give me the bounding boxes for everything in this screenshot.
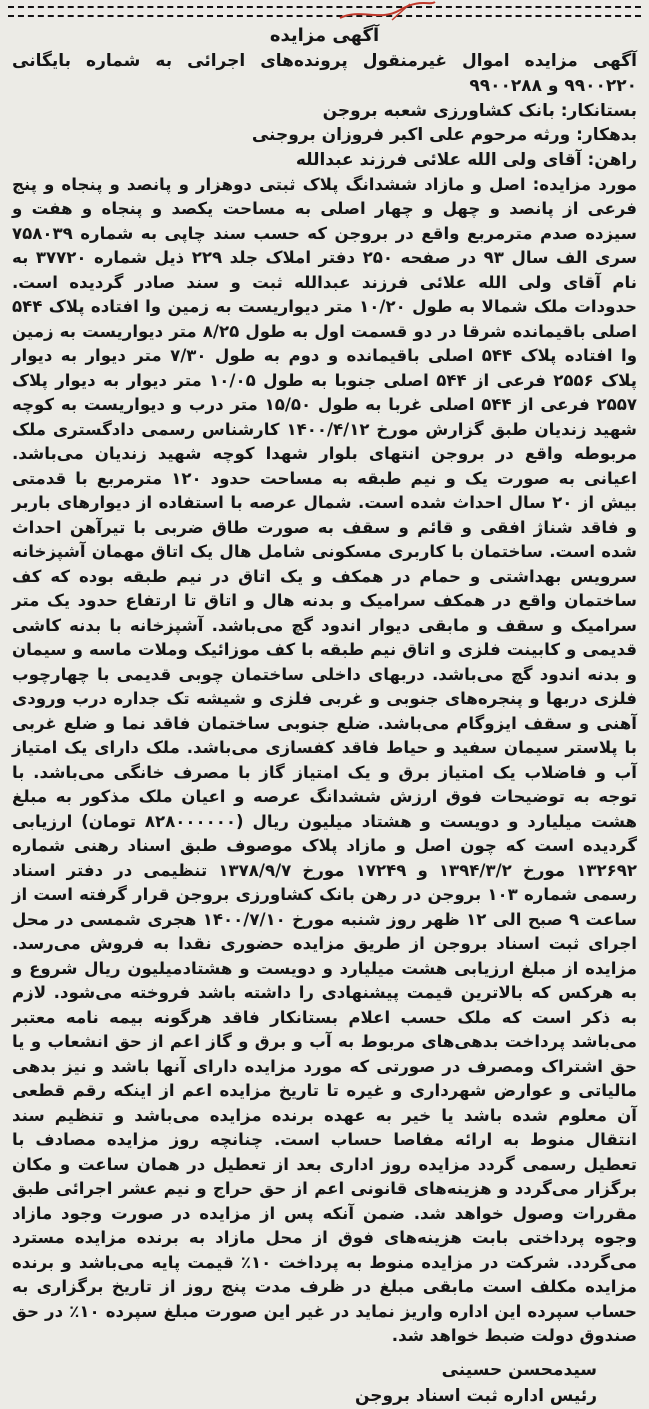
notice-body: مورد مزایده: اصل و مازاد ششدانگ پلاک ثبتی دوهزار و پانصد و پنجاه و پنج فرعی از پانصد و چهل و چهار اصلی به مساحت یکصد و پنجاه و هفت و سیزده صدم مترمربع واقع در بروجن که حسب سند چاپی به شماره ۷۵۸۰۳۹ سری الف سال ۹۳ در صفحه ۲۵۰ دفتر املاک جلد ۲۲۹ ذیل شماره ۳۷۷۲۰ به نام آقای ولی الله علائی فرزند عبدالله ثبت و سند صادر گردیده است. حدودات ملک شمالا به طول ۱۰/۲۰ متر دیواریست به زمین وا افتاده پلاک ۵۴۴ اصلی باقیمانده شرقا در دو قسمت اول به طول ۸/۲۵ متر دیواریست به زمین وا افتاده پلاک ۵۴۴ اصلی باقیمانده و دوم به طول ۷/۳۰ متر دیوار به دیوار پلاک ۲۵۵۶ فرعی از ۵۴۴ اصلی جنوبا به طول ۱۰/۰۵ متر دیوار به دیوار پلاک ۲۵۵۷ فرعی از ۵۴۴ اصلی غربا به طول ۱۵/۵۰ متر درب و دیواریست به کوچه شهید زندیان طبق گزارش مورخ ۱۴۰۰/۴/۱۲ کارشناس رسمی دادگستری ملک مربوطه واقع در بروجن انتهای بلوار شهدا کوچه شهید زندیان می‌باشد. اعیانی به صورت یک و نیم طبقه به مساحت حدود ۱۲۰ مترمربع با قدمتی بیش از ۲۰ سال احداث شده است. شمال عرصه با استفاده از دیوارهای باربر و فاقد شناژ افقی و قائم و سقف به صورت طاق ضربی با تیرآهن احداث شده است. ساختمان با کاربری مسکونی شامل هال یک اتاق مهمان آشپزخانه سرویس بهداشتی و حمام در همکف و یک اتاق در نیم طبقه بوده که کف ساختمان واقع در همکف سرامیک و بدنه هال و اتاق تا ارتفاع حدود یک متر سرامیک و سقف و مابقی دیوار اندود گچ می‌باشد. آشپزخانه با بدنه کاشی قدیمی و کابینت فلزی و اتاق نیم طبقه با کف موزائیک وملات ماسه و سیمان و بدنه اندود گچ می‌باشد. دربهای داخلی ساختمان چوبی قدیمی با چهارچوب فلزی دربها و پنجره‌های جنوبی و غربی فلزی و شیشه تک جداره درب ورودی آهنی و سقف ایزوگام می‌باشد. ضلع جنوبی ساختمان فاقد نما و ضلع غربی با پلاستر سیمان سفید و حیاط فاقد کفسازی می‌باشد. ملک دارای یک امتیاز آب و فاضلاب یک امتیاز برق و یک امتیاز گاز با مصرف خانگی می‌باشد. با توجه به توضیحات فوق ارزش ششدانگ عرصه و اعیان ملک مذکور به مبلغ هشت میلیارد و دویست و هشتاد میلیون ریال (۸۲۸۰۰۰۰۰۰ تومان) ارزیابی گردیده است که چون اصل و مازاد پلاک موصوف طبق اسناد رهنی شماره ۱۳۲۶۹۲ مورخ ۱۳۹۴/۳/۲ و ۱۷۲۴۹ مورخ ۱۳۷۸/۹/۷ تنظیمی در دفتر اسناد رسمی شماره ۱۰۳ بروجن در رهن بانک کشاورزی بروجن قرار گرفته است از ساعت ۹ صبح الی ۱۲ ظهر روز شنبه مورخ ۱۴۰۰/۷/۱۰ هجری شمسی در محل اجرای ثبت اسناد بروجن از طریق مزایده حضوری نقدا به فروش می‌رسد. مزایده از مبلغ ارزیابی هشت میلیارد و دویست و هشتادمیلیون ریال شروع و به هرکس که بالاترین قیمت پیشنهادی را داشته باشد فروخته می‌شود. لازم به ذکر است که ملک حسب اعلام بستانکار فاقد هرگونه بیمه نامه معتبر می‌باشد پرداخت بدهی‌های مربوط به آب و برق و گاز اعم از حق انشعاب و یا حق اشتراک ومصرف در صورتی که مورد مزایده دارای آنها باشد و نیز بدهی مالیاتی و عوارض شهرداری و غیره تا تاریخ مزایده اعم از اینکه رقم قطعی آن معلوم شده باشد یا خیر به عهده برنده مزایده می‌باشد و تنظیم سند انتقال منوط به ارائه مفاصا حساب است. چنانچه روز مزایده مصادف با تعطیل رسمی گردد مزایده روز اداری بعد از تعطیل در همان ساعت و مکان برگزار می‌گردد و هزینه‌های قانونی اعم از حق حراج و نیم عشر اجرائی طبق مقررات وصول خواهد شد. ضمن آنکه پس از مزایده در صورت وجود مازاد وجوه پرداختی بابت هزینه‌های فوق از محل مازاد به برنده مزایده مسترد می‌گردد. شرکت در مزایده منوط به پرداخت ۱۰٪ قیمت پایه می‌باشد و برنده مزایده مکلف است مابقی مبلغ در ظرف مدت پنج روز از تاریخ برگزاری به حساب سپرده این اداره واریز نماید در غیر این صورت مبلغ سپرده ۱۰٪ در حق صندوق دولت ضبط خواهد شد. bbox=[12, 174, 638, 1346]
handwritten-mark bbox=[330, 0, 440, 24]
signature-block bbox=[12, 1357, 637, 1409]
signatory-title: رئیس اداره ثبت اسناد بروجن bbox=[354, 1385, 597, 1406]
signatory-name: سیدمحسن حسینی bbox=[441, 1359, 597, 1380]
notice-title: آگهی مزایده bbox=[269, 25, 380, 46]
creditor-line: بستانکار: بانک کشاورزی شعبه بروجن bbox=[322, 100, 637, 121]
mortgagor-line: راهن: آقای ولی الله علائی فرزند عبدالله bbox=[295, 150, 637, 171]
notice-headline: آگهی مزایده اموال غیرمنقول پرونده‌های اجرائی به شماره بایگانی ۹۹۰۰۲۲۰ و ۹۹۰۰۲۸۸ bbox=[12, 51, 637, 96]
top-dashed-border bbox=[8, 6, 641, 17]
debtor-line: بدهکار: ورثه مرحوم علی اکبر فروزان بروجنی bbox=[251, 125, 637, 146]
